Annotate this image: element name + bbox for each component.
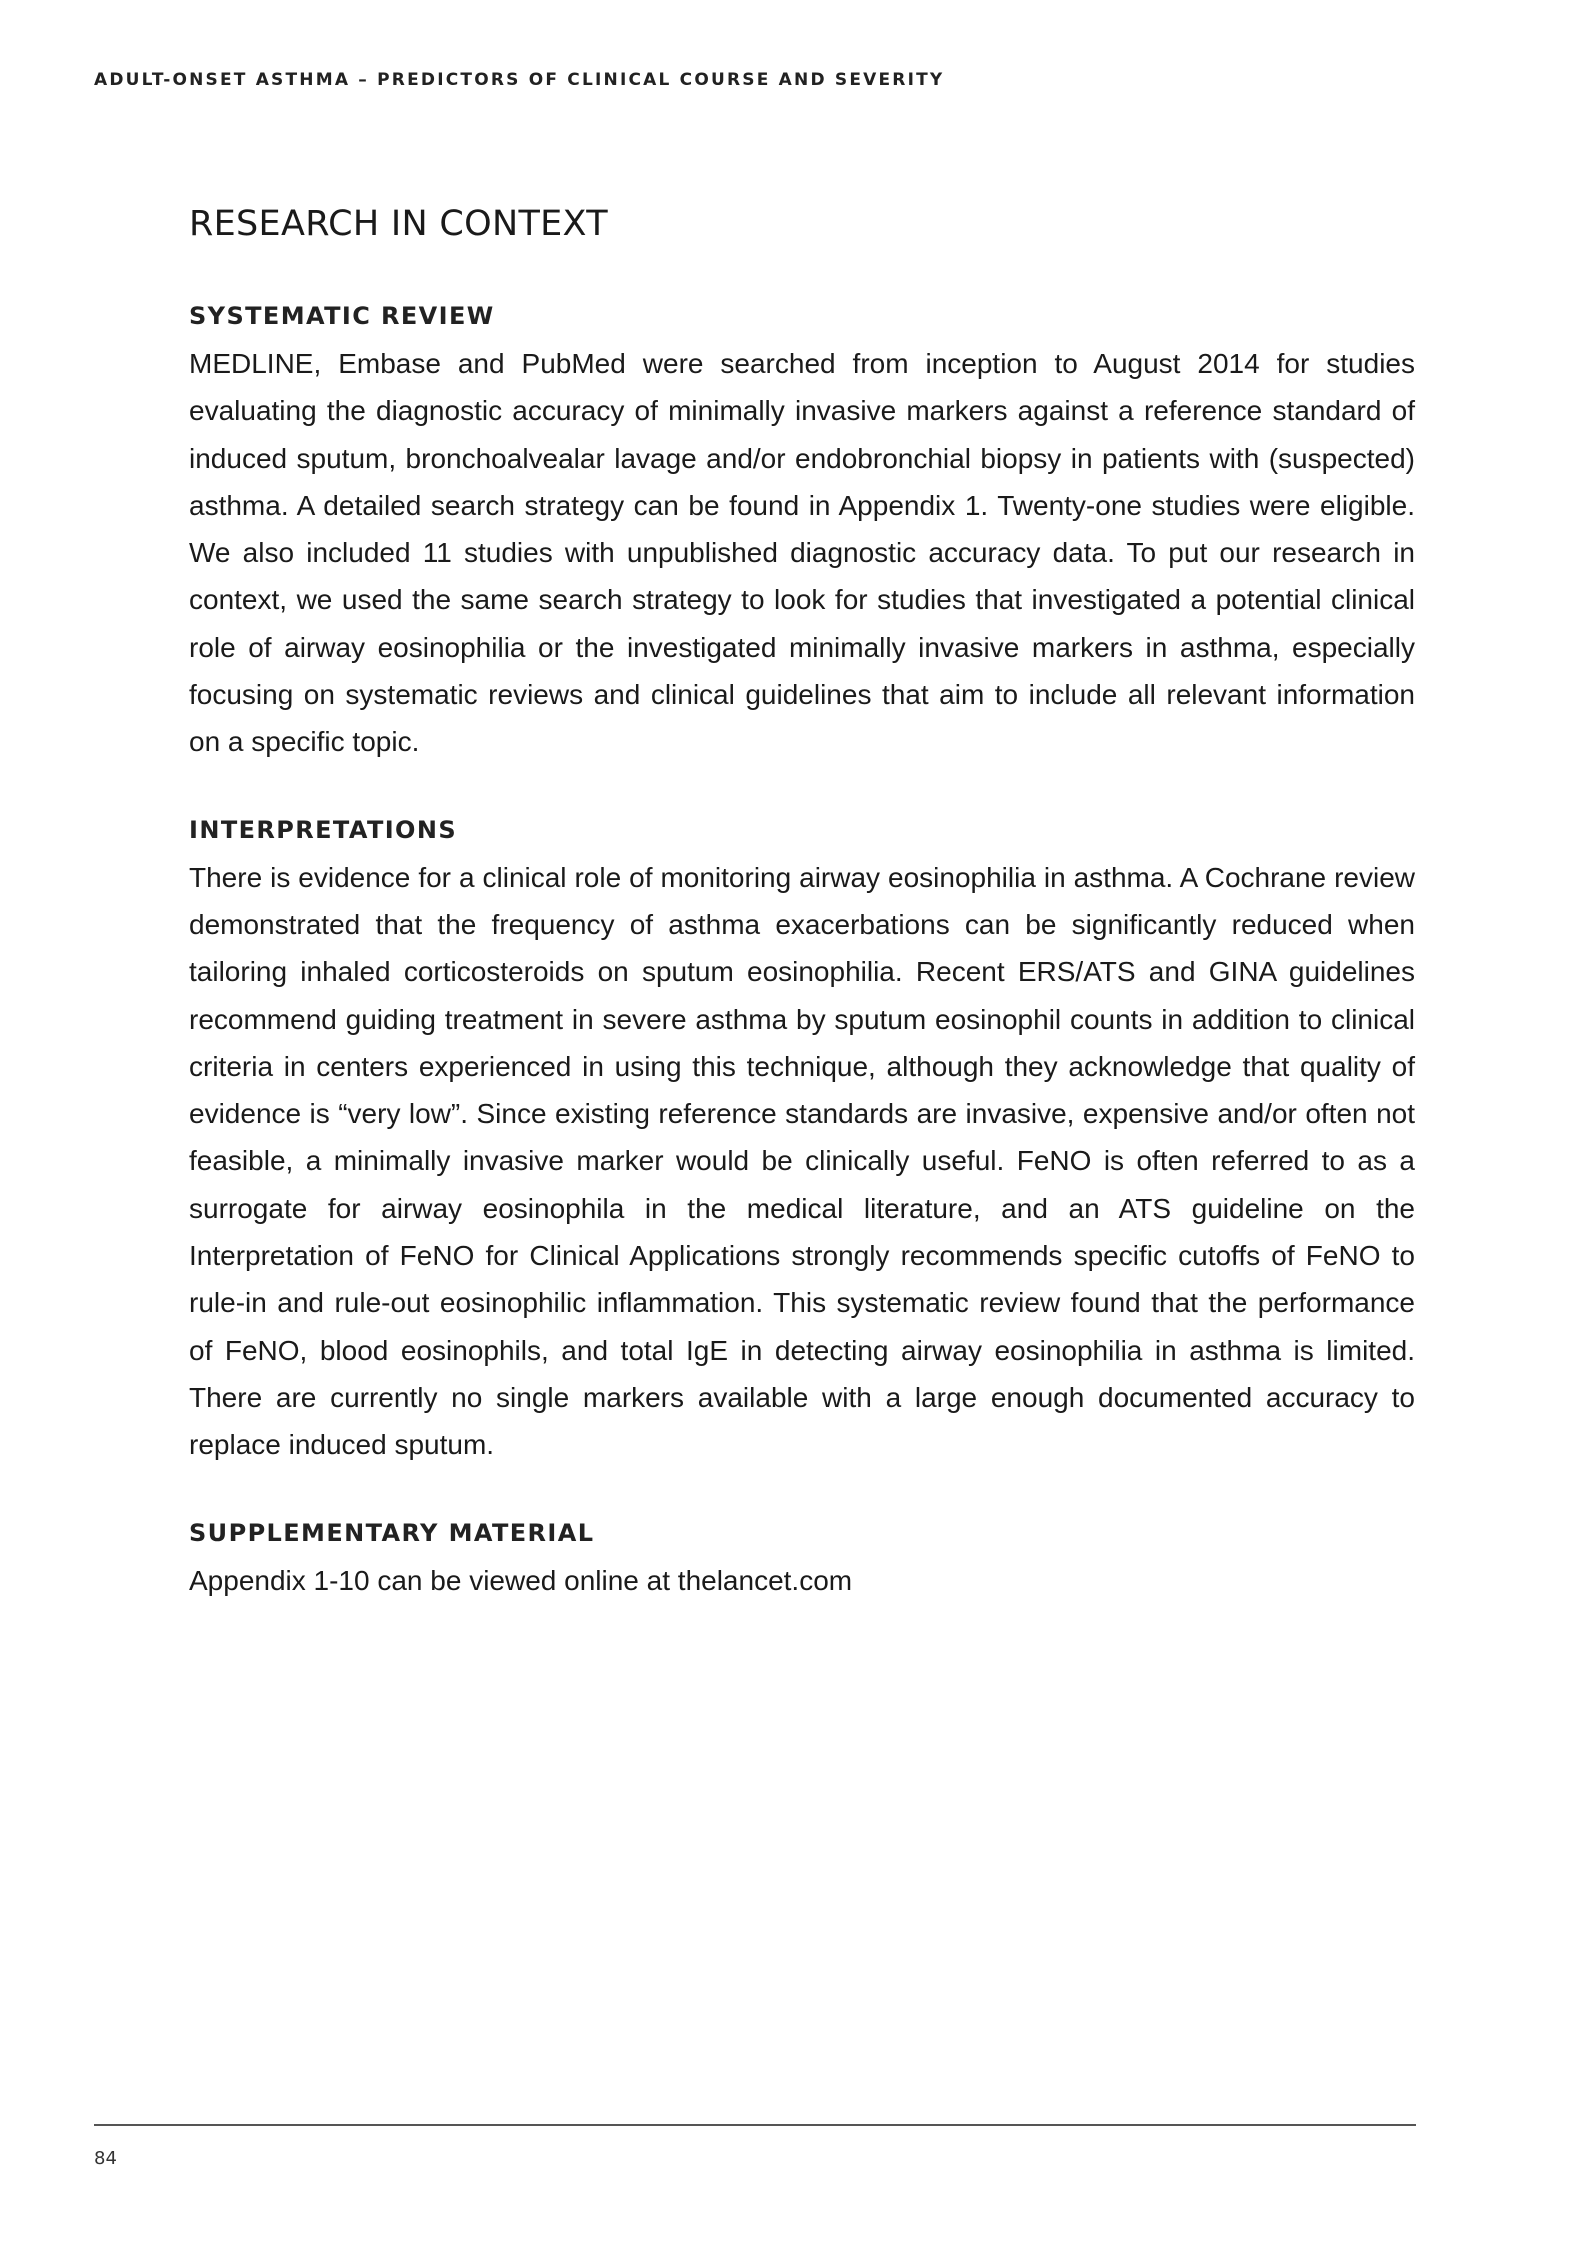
page-title: RESEARCH IN CONTEXT [189, 204, 608, 244]
running-header: ADULT-ONSET ASTHMA – PREDICTORS OF CLINICAL COURSE AND SEVERITY [94, 70, 945, 90]
section-heading: INTERPRETATIONS [189, 815, 458, 844]
section-body: There is evidence for a clinical role of monitoring airway eosinophilia in asthma. A Cochrane review demonstrated that the frequency of asthma exacerbations can be significantly reduced when tailoring inhaled corticosteroids on sputum eosinophilia. Recent ERS/ATS and GINA guidelines recommend guiding treatment in severe asthma by sputum eosinophil counts in addition to clinical criteria in centers experienced in using this technique, although they acknowledge that quality of evidence is “very low”. Since existing reference standards are invasive, expensive and/or often not feasible, a minimally invasive marker would be clinically useful. FeNO is often referred to as a surrogate for airway eosinophila in the medical literature, and an ATS guideline on the Interpretation of FeNO for Clinical Applications strongly recommends specific cutoffs of FeNO to rule-in and rule-out eosinophilic inflammation. This systematic review found that the performance of FeNO, blood eosinophils, and total IgE in detecting airway eosinophilia in asthma is limited. There are currently no single markers available with a large enough documented accuracy to replace induced sputum. [189, 861, 1415, 1461]
section-heading: SUPPLEMENTARY MATERIAL [189, 1518, 595, 1547]
section-heading: SYSTEMATIC REVIEW [189, 302, 495, 330]
main-content [189, 198, 1415, 1650]
section-body: Appendix 1-10 can be viewed online at thelancet.com [189, 1564, 853, 1596]
section-supplementary-material [189, 1515, 1415, 1604]
section-body: MEDLINE, Embase and PubMed were searched from inception to August 2014 for studies evaluating the diagnostic accuracy of minimally invasive markers against a reference standard of induced sputum, bronchoalvealar lavage and/or endobronchial biopsy in patients with (suspected) asthma. A detailed search strategy can be found in Appendix 1. Twenty-one studies were eligible. We also included 11 studies with unpublished diagnostic accuracy data. To put our research in context, we used the same search strategy to look for studies that investigated a potential clinical role of airway eosinophilia or the investigated minimally invasive markers in asthma, especially focusing on systematic reviews and clinical guidelines that aim to include all relevant information on a specific topic. [189, 348, 1415, 758]
page-number: 84 [94, 2148, 117, 2169]
footer-divider [94, 2124, 1416, 2126]
section-systematic-review [189, 298, 1415, 766]
section-interpretations [189, 812, 1415, 1469]
